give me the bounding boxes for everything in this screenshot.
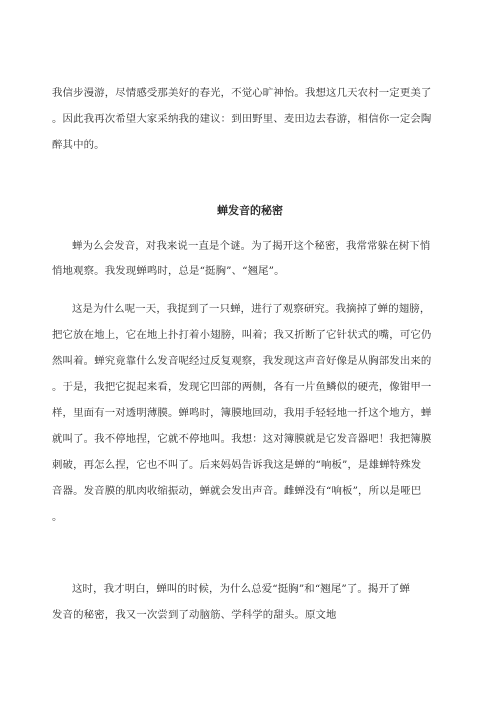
intro-line-1: 我信步漫游，尽情感受那美好的春光，不觉心旷神怡。我想这几天农村一定更美了 (52, 87, 432, 99)
paragraph2-line-8: 音器。发音膜的肌肉收缩振动，蝉就会发出声音。雌蝉没有“响板”，所以是哑巴 (52, 485, 422, 497)
paragraph2-line-3: 然叫着。蝉究竟靠什么发音呢经过反复观察，我发现这声音好像是从胸部发出来的 (52, 355, 432, 367)
paragraph1-line-1: 蝉为么会发音，对我来说一直是个谜。为了揭开这个秘密，我常常躲在树下悄 (72, 240, 431, 252)
intro-line-3: 醉其中的。 (52, 139, 105, 151)
paragraph1-line-2: 悄地观察。我发现蝉鸣时，总是“挺胸”、“翘尾”。 (52, 265, 285, 277)
paragraph2-line-5: 样，里面有一对透明薄膜。蝉鸣时，簿膜地回动，我用手轻轻地一扦这个地方，蝉 (52, 407, 432, 419)
article-title: 蝉发音的秘密 (217, 204, 283, 217)
paragraph2-line-6: 就叫了。我不停地捏，它就不停地叫。我想：这对簿膜就是它发音器吧！我把簿膜 (52, 433, 432, 445)
paragraph3-line-1: 这时，我才明白，蝉叫的时候，为什么总爱“挺胸”和“翘尾”了。揭开了蝉 (72, 583, 411, 595)
paragraph2-line-7: 刺破，再怎么捏，它也不叫了。后来妈妈告诉我这是蝉的“响板”，是雄蝉特殊发 (52, 459, 422, 471)
paragraph2-line-2: 把它放在地上，它在地上扑打着小翅膀，叫着；我又折断了它针状式的嘴，可它仍 (52, 329, 432, 341)
paragraph2-line-9: 。 (52, 511, 63, 523)
intro-line-2: 。因此我再次希望大家采纳我的建议：到田野里、麦田边去春游，相信你一定会陶 (52, 113, 432, 125)
paragraph2-line-4: 。于是，我把它捉起来看，发现它凹部的两侧，各有一片鱼鳞似的硬壳，像钳甲一 (52, 381, 432, 393)
paragraph2-line-1: 这是为什么呢一天，我捉到了一只蝉，进行了观察研究。我摘掉了蝉的翅膀， (72, 303, 431, 315)
paragraph3-line-2: 发音的秘密，我又一次尝到了动脑筋、学科学的甜头。原文地 (52, 609, 337, 621)
